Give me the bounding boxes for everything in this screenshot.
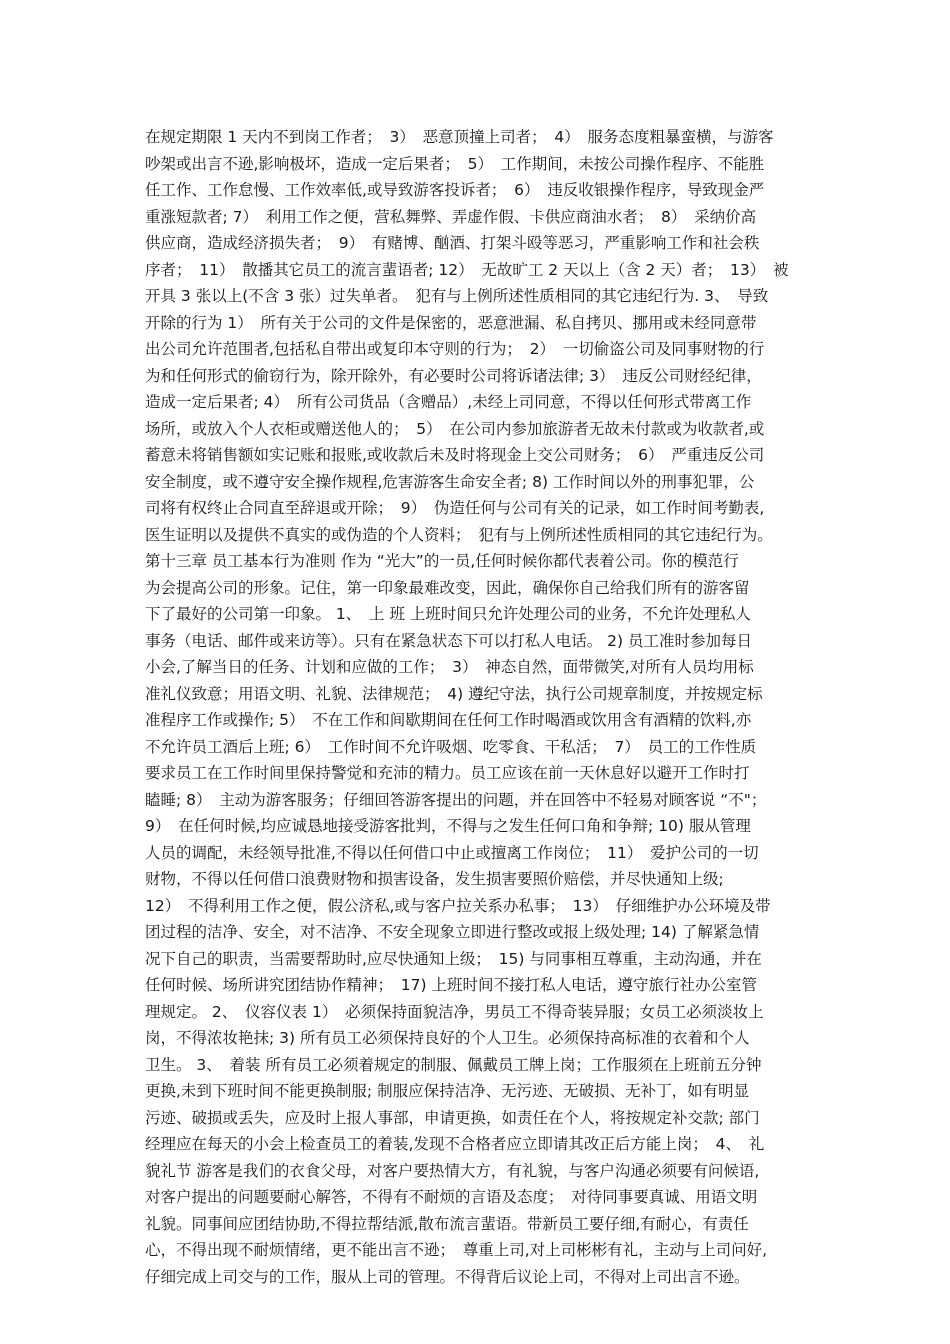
text-line: 蓄意未将销售额如实记账和报账,或收款后未及时将现金上交公司财务； 6） 严重违反公司: [145, 446, 765, 464]
text-line: 序者； 11） 散播其它员工的流言蜚语者; 12） 无故旷工 2 天以上（含 2 天）者； 13） 被: [145, 260, 789, 279]
text-line: 重涨短款者; 7） 利用工作之便，营私舞弊、弄虚作假、卡供应商油水者； 8） 采纳价高: [145, 207, 757, 226]
text-line: 团过程的洁净、安全，对不洁净、不安全现象立即进行整改或报上级处理; 14) 了解紧急情: [145, 923, 760, 941]
text-line: 12） 不得利用工作之便，假公济私,或与客户拉关系办私事； 13） 仔细维护办公环境及带: [145, 896, 771, 915]
text-line: 下了最好的公司第一印象。 1、 上 班 上班时间只允许处理公司的业务，不允许处理私人: [145, 605, 751, 623]
document-body-text: [145, 124, 825, 1290]
text-line: 理规定。 2、 仪容仪表 1） 必须保持面貌洁净，男员工不得奇装异服；女员工必须淡妆上: [145, 1002, 764, 1021]
text-line: 心，不得出现不耐烦情绪，更不能出言不逊； 尊重上司,对上司彬彬有礼，主动与上司问好,: [145, 1241, 768, 1259]
text-line: 财物，不得以任何借口浪费财物和损害设备，发生损害要照价赔偿，并尽快通知上级;: [145, 870, 724, 888]
text-line: 礼貌。同事间应团结协助,不得拉帮结派,散布流言蜚语。带新员工要仔细,有耐心，有责任: [145, 1214, 749, 1233]
text-line: 瞌睡; 8） 主动为游客服务；仔细回答游客提出的问题，并在回答中不轻易对顾客说 “不"；: [145, 790, 767, 809]
text-line: 场所，或放入个人衣柜或赠送他人的； 5） 在公司内参加旅游者无故未付款或为收款者,或: [145, 419, 765, 438]
text-line: 不允许员工酒后上班; 6） 工作时间不允许吸烟、吃零食、干私活； 7） 员工的工作性质: [145, 737, 757, 756]
text-line: 任何时候、场所讲究团结协作精神； 17) 上班时间不接打私人电话，遵守旅行社办公室管: [145, 976, 757, 994]
text-line: 仔细完成上司交与的工作，服从上司的管理。不得背后议论上司，不得对上司出言不逊。: [145, 1267, 750, 1286]
text-line: 卫生。 3、 着装 所有员工必须着规定的制服、佩戴员工牌上岗；工作服须在上班前五分钟: [145, 1055, 762, 1074]
text-line: 事务（电话、邮件或来访等）。只有在紧急状态下可以打私人电话。 2) 员工准时参加每日: [145, 631, 753, 650]
text-line: 更换,未到下班时间不能更换制服; 制服应保持洁净、无污迹、无破损、无补丁，如有明显: [145, 1082, 750, 1100]
text-line: 准礼仪致意；用语文明、礼貌、法律规范； 4) 遵纪守法，执行公司规章制度，并按规定标: [145, 684, 763, 703]
text-line: 准程序工作或操作; 5） 不在工作和间歇期间在任何工作时喝酒或饮用含有酒精的饮料,亦: [145, 711, 752, 729]
text-line: 为和任何形式的偷窃行为，除开除外，有必要时公司将诉诸法律; 3） 违反公司财经纪律，: [145, 366, 762, 385]
text-line: 吵架或出言不逊,影响极坏，造成一定后果者； 5） 工作期间，未按公司操作程序、不能胜: [145, 154, 765, 173]
text-line: 出公司允许范围者,包括私自带出或复印本守则的行为； 2） 一切偷盗公司及同事财物的行: [145, 340, 765, 358]
text-line: 经理应在每天的小会上检查员工的着装,发现不合格者应立即请其改正后方能上岗； 4、 礼: [145, 1135, 765, 1153]
text-line: 开具 3 张以上(不含 3 张）过失单者。 犯有与上例所述性质相同的其它违纪行为. 3、 导致: [145, 287, 769, 305]
text-line: 安全制度，或不遵守安全操作规程,危害游客生命安全者; 8) 工作时间以外的刑事犯罪，公: [145, 472, 755, 491]
text-line: 在规定期限 1 天内不到岗工作者； 3） 恶意顶撞上司者； 4） 服务态度粗暴蛮横，与游客: [145, 128, 774, 146]
text-line: 况下自己的职责，当需要帮助时,应尽快通知上级； 15) 与同事相互尊重，主动沟通，并在: [145, 949, 762, 968]
text-line: 貌礼节 游客是我们的衣食父母，对客户要热情大方，有礼貌，与客户沟通必须要有问候语,: [145, 1161, 760, 1180]
text-line: 医生证明以及提供不真实的或伪造的个人资料； 犯有与上例所述性质相同的其它违纪行为。: [145, 525, 773, 544]
text-line: 岗，不得浓妆艳抹; 3) 所有员工必须保持良好的个人卫生。必须保持高标准的衣着和个人: [145, 1029, 750, 1047]
text-line: 人员的调配，未经领导批准,不得以任何借口中止或擅离工作岗位； 11） 爱护公司的一切: [145, 843, 759, 862]
text-line: 要求员工在工作时间里保持警觉和充沛的精力。员工应该在前一天休息好以避开工作时打: [145, 764, 750, 782]
text-line: 任工作、工作怠慢、工作效率低,或导致游客投诉者； 6） 违反收银操作程序，导致现金严: [145, 181, 765, 199]
text-line: 第十三章 员工基本行为准则 作为 “光大”的一员,任何时候你都代表着公司。你的模范行: [145, 552, 739, 570]
text-line: 供应商，造成经济损失者； 9） 有赌博、酗酒、打架斗殴等恶习，严重影响工作和社会秩: [145, 234, 760, 252]
text-line: 为会提高公司的形象。记住，第一印象最难改变，因此，确保你自己给我们所有的游客留: [145, 578, 750, 597]
text-line: 小会,了解当日的任务、计划和应做的工作； 3） 神态自然，面带微笑,对所有人员均用标: [145, 658, 754, 676]
text-line: 造成一定后果者; 4） 所有公司货品（含赠品）,未经上司同意，不得以任何形式带离工作: [145, 393, 752, 411]
text-line: 对客户提出的问题要耐心解答，不得有不耐烦的言语及态度； 对待同事要真诚、用语文明: [145, 1188, 758, 1206]
text-line: 污迹、破损或丢失，应及时上报人事部，申请更换，如责任在个人，将按规定补交款; 部门: [145, 1108, 760, 1127]
text-line: 9） 在任何时候,均应诚恳地接受游客批判，不得与之发生任何口角和争辩; 10) 服从管理: [145, 817, 751, 835]
text-line: 开除的行为 1） 所有关于公司的文件是保密的，恶意泄漏、私自拷贝、挪用或未经同意带: [145, 313, 757, 332]
text-line: 司将有权终止合同直至辞退或开除； 9） 伪造任何与公司有关的记录，如工作时间考勤表,: [145, 499, 765, 517]
